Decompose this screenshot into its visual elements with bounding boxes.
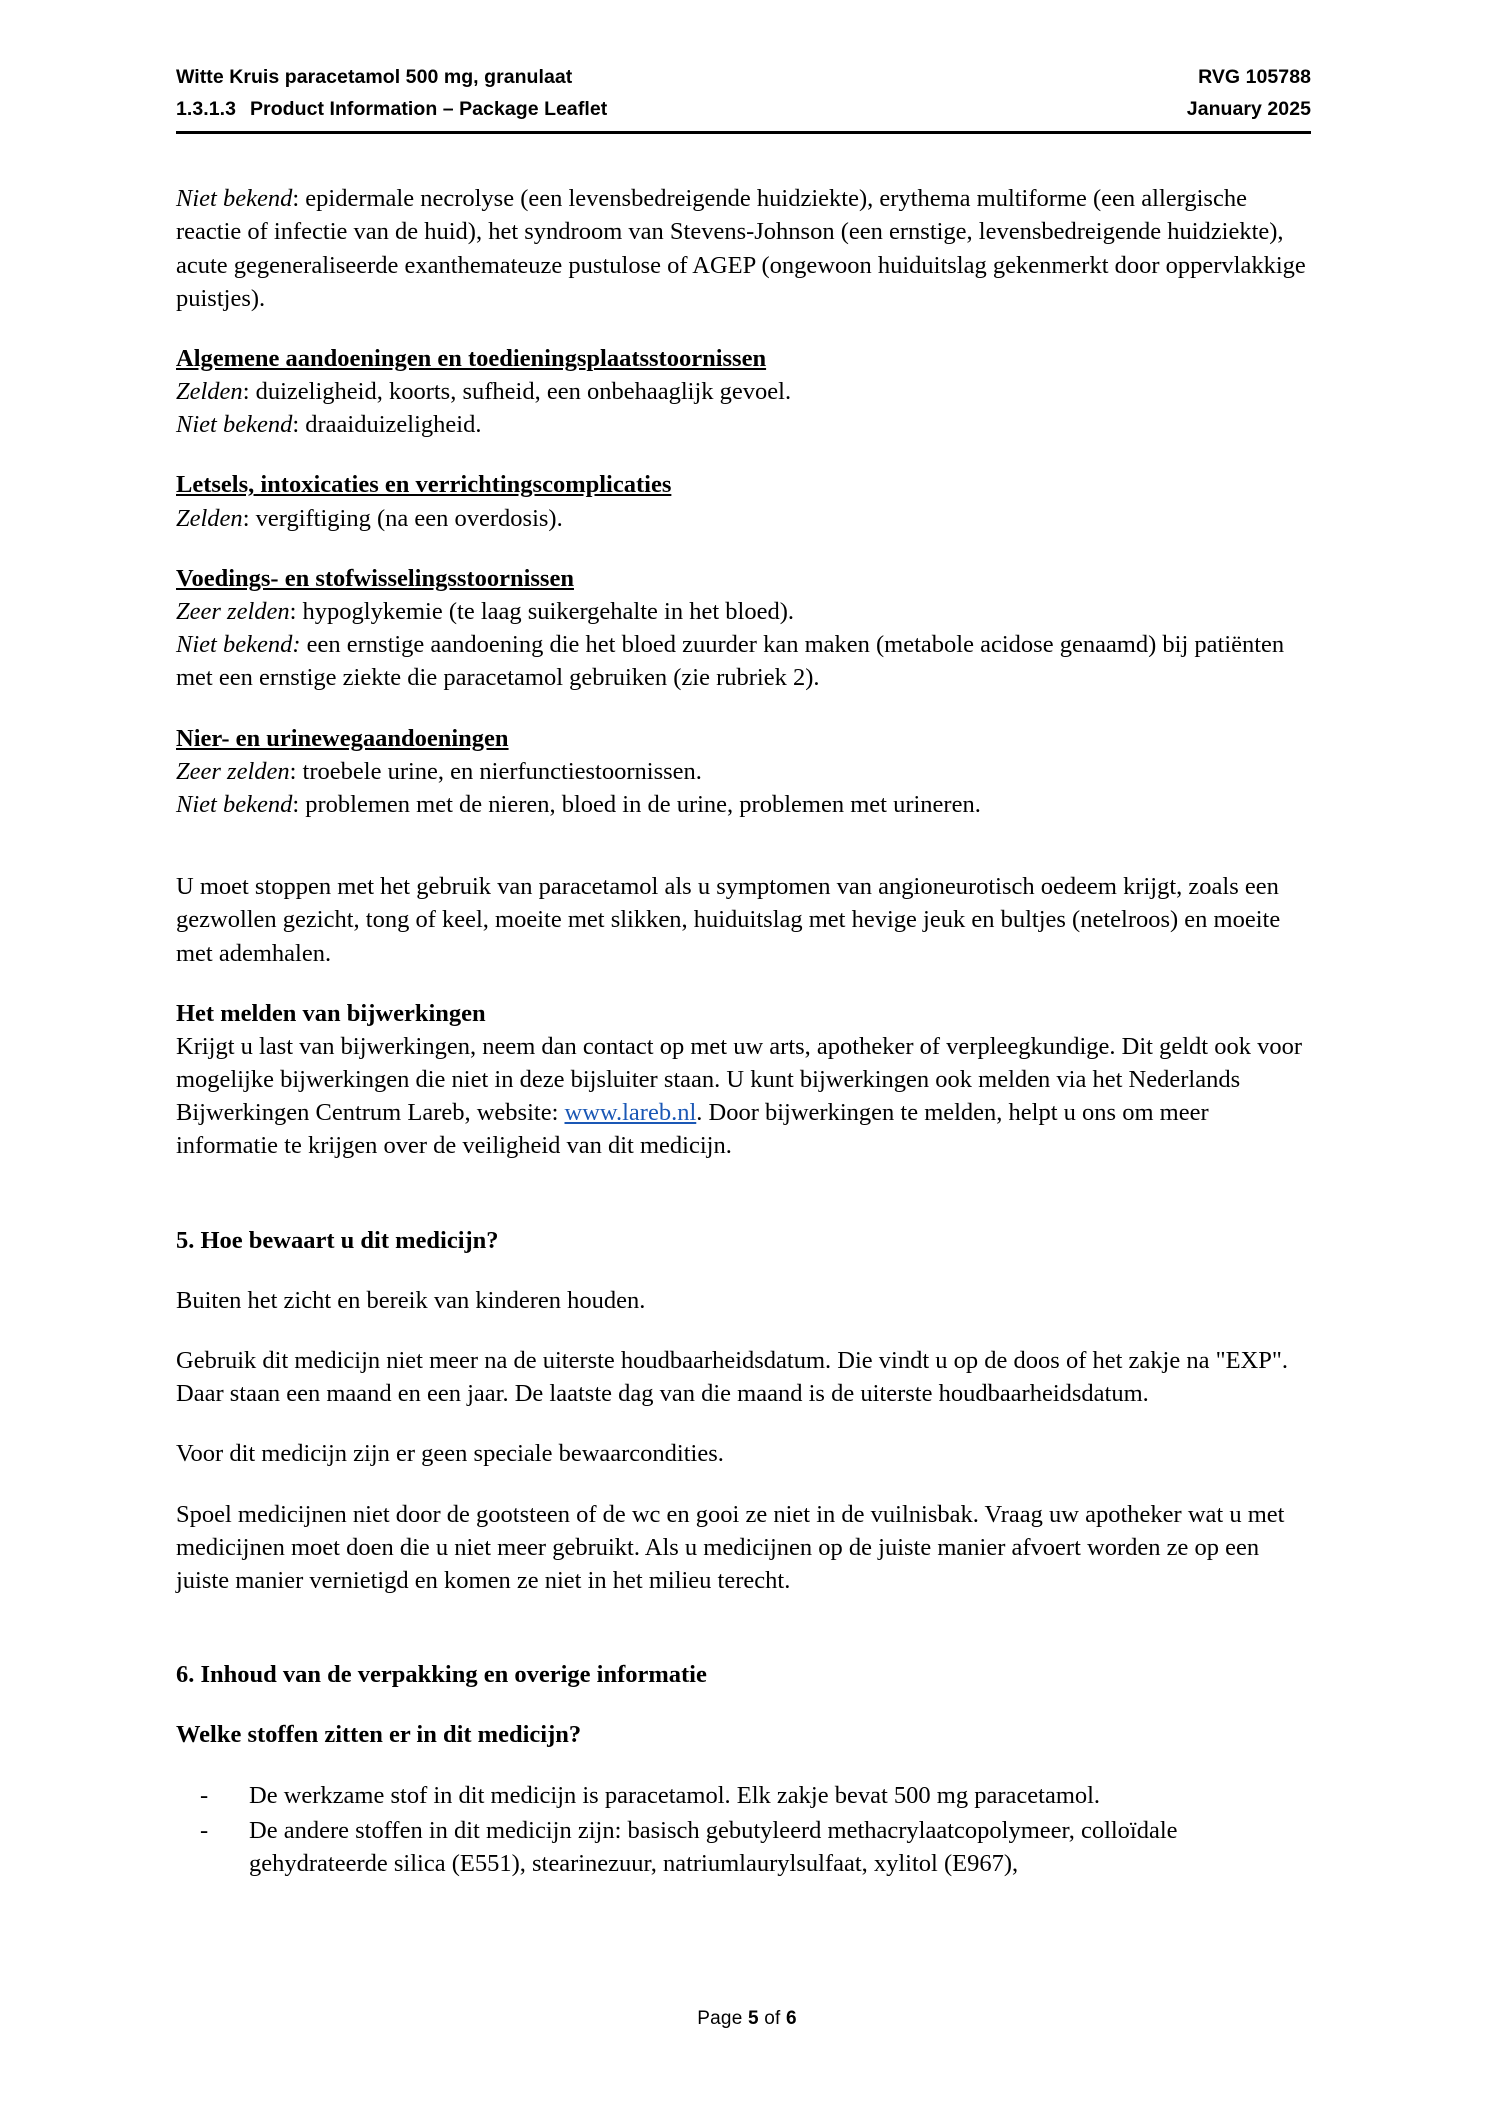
frequency-label: Zeer zelden [176, 598, 290, 626]
section-5-paragraph: Gebruik dit medicijn niet meer na de uiterste houdbaarheidsdatum. Die vindt u op de doos of het zakje na "EXP". Daar staan een maand en een jaar. De laatste dag van die maand is de uiterste houdbaarheidsdatum. [176, 1347, 1288, 1408]
product-title: Witte Kruis paracetamol 500 mg, granulaat [176, 66, 573, 88]
reporting-heading: Het melden van bijwerkingen [176, 999, 486, 1027]
adverse-effect-entry [176, 375, 1311, 408]
doc-section-number: 1.3.1.3 [176, 97, 236, 120]
section-5-heading: 5. Hoe bewaart u dit medicijn? [176, 1226, 499, 1254]
section-melden-bijwerkingen [176, 997, 1311, 1163]
paragraph-text: : epidermale necrolyse (een levensbedreigende huidziekte), erythema multiforme (een allergische reactie of infectie van de huid), het syndroom van Stevens-Johnson (een ernstige, levensbedreigende huidziekte), acute gegeneraliseerde exanthemateuze pustulose of AGEP (ongewoon huiduitslag gekenmerkt door oppervlakkige puistjes). [176, 185, 1306, 312]
adverse-effect-entry [176, 755, 1311, 788]
entry-text: : troebele urine, en nierfunctiestoornissen. [289, 757, 702, 785]
frequency-label: Zeer zelden [176, 757, 290, 785]
footer-total-pages: 6 [785, 2008, 797, 2029]
list-item-text: De andere stoffen in dit medicijn zijn: basisch gebutyleerd methacrylaatcopolymeer, colloïdale gehydrateerde silica (E551), stearinezuur, natriumlaurylsulfaat, xylitol (E967), [249, 1816, 1178, 1877]
entry-text: : problemen met de nieren, bloed in de urine, problemen met urineren. [292, 790, 981, 818]
footer-current-page: 5 [747, 2008, 759, 2029]
section-5-paragraph: Voor dit medicijn zijn er geen speciale bewaarcondities. [176, 1440, 724, 1468]
section-heading: Nier- en urinewegaandoeningen [176, 724, 509, 752]
section-voedings-stofwisseling [176, 562, 1311, 695]
document-body [176, 182, 1311, 1880]
section-6-subheading: Welke stoffen zitten er in dit medicijn? [176, 1721, 582, 1749]
footer-middle: of [758, 2008, 786, 2029]
reporting-text-before-link: Krijgt u last van bijwerkingen, neem dan contact op met uw arts, apotheker of verpleegkundige. Dit geldt ook voor mogelijke bijwerkingen die niet in deze bijsluiter staan. U kunt bijwerkingen ook melden via het Nederlands Bijwerkingen Centrum Lareb, website: [176, 1032, 1303, 1127]
section-5-paragraph: Spoel medicijnen niet door de gootsteen of de wc en gooi ze niet in de vuilnisbak. Vraag uw apotheker wat u met medicijnen moet doen die u niet meer gebruikt. Als u medicijnen op de juiste manier afvoert worden ze op een juiste manier vernietigd en komen ze niet in het milieu terecht. [176, 1500, 1285, 1594]
lareb-website-link[interactable]: www.lareb.nl [564, 1099, 697, 1127]
section-algemene-aandoeningen [176, 342, 1311, 442]
frequency-label: Niet bekend [176, 790, 293, 818]
spacer [176, 848, 1311, 870]
adverse-effect-entry [176, 628, 1311, 694]
entry-text: : vergiftiging (na een overdosis). [242, 504, 563, 532]
entry-text: : duizeligheid, koorts, sufheid, een onbehaaglijk gevoel. [242, 378, 792, 406]
section-6-heading: 6. Inhoud van de verpakking en overige informatie [176, 1661, 707, 1689]
adverse-effect-entry [176, 595, 1311, 628]
section-heading: Letsels, intoxicaties en verrichtingscomplicaties [176, 471, 672, 499]
frequency-label: Niet bekend [176, 411, 293, 439]
rvg-number: RVG 105788 [1198, 66, 1311, 88]
frequency-label: Zelden [176, 378, 243, 406]
document-header [176, 62, 1311, 134]
adverse-effect-entry [176, 408, 1311, 441]
header-section-line [176, 94, 607, 126]
document-date: January 2025 [1186, 97, 1311, 120]
adverse-effect-entry [176, 502, 1311, 535]
frequency-label-niet-bekend: Niet bekend [176, 185, 293, 213]
section-5-paragraph: Buiten het zicht en bereik van kinderen houden. [176, 1286, 646, 1314]
section-heading: Algemene aandoeningen en toedieningsplaatsstoornissen [176, 344, 767, 372]
section-letsels-intoxicaties [176, 468, 1311, 534]
dash-bullet-icon: - [200, 1781, 209, 1809]
paragraph-niet-bekend-skin [176, 182, 1311, 315]
list-item [176, 1779, 1311, 1812]
reporting-text-after-link: . Door bijwerkingen te melden, helpt u ons om meer informatie te krijgen over de veiligheid van dit medicijn. [176, 1099, 1209, 1160]
doc-section-title: Product Information – Package Leaflet [250, 97, 608, 120]
list-item [176, 1814, 1311, 1880]
spacer [176, 1624, 1311, 1658]
header-row-title [176, 62, 1311, 94]
spacer [176, 1190, 1311, 1224]
paragraph-angioedema-warning: U moet stoppen met het gebruik van paracetamol als u symptomen van angioneurotisch oedeem krijgt, zoals een gezwollen gezicht, tong of keel, moeite met slikken, huiduitslag met hevige jeuk en bultjes (netelroos) en moeite met ademhalen. [176, 873, 1281, 967]
header-row-section [176, 94, 1311, 126]
frequency-label: Niet bekend: [176, 631, 301, 659]
footer-prefix: Page [697, 2008, 748, 2029]
entry-text: : hypoglykemie (te laag suikergehalte in het bloed). [289, 598, 794, 626]
entry-text: een ernstige aandoening die het bloed zuurder kan maken (metabole acidose genaamd) bij patiënten met een ernstige ziekte die paracetamol gebruiken (zie rubriek 2). [176, 631, 1285, 692]
entry-text: : draaiduizeligheid. [292, 411, 482, 439]
frequency-label: Zelden [176, 504, 243, 532]
reporting-paragraph [176, 1030, 1311, 1163]
list-item-text: De werkzame stof in dit medicijn is paracetamol. Elk zakje bevat 500 mg paracetamol. [249, 1781, 1101, 1809]
adverse-effect-entry [176, 788, 1311, 821]
dash-bullet-icon: - [200, 1816, 209, 1844]
page-footer [0, 2008, 1494, 2030]
ingredients-list [176, 1779, 1311, 1881]
section-heading: Voedings- en stofwisselingsstoornissen [176, 564, 574, 592]
section-nier-urinewegaandoeningen [176, 722, 1311, 822]
